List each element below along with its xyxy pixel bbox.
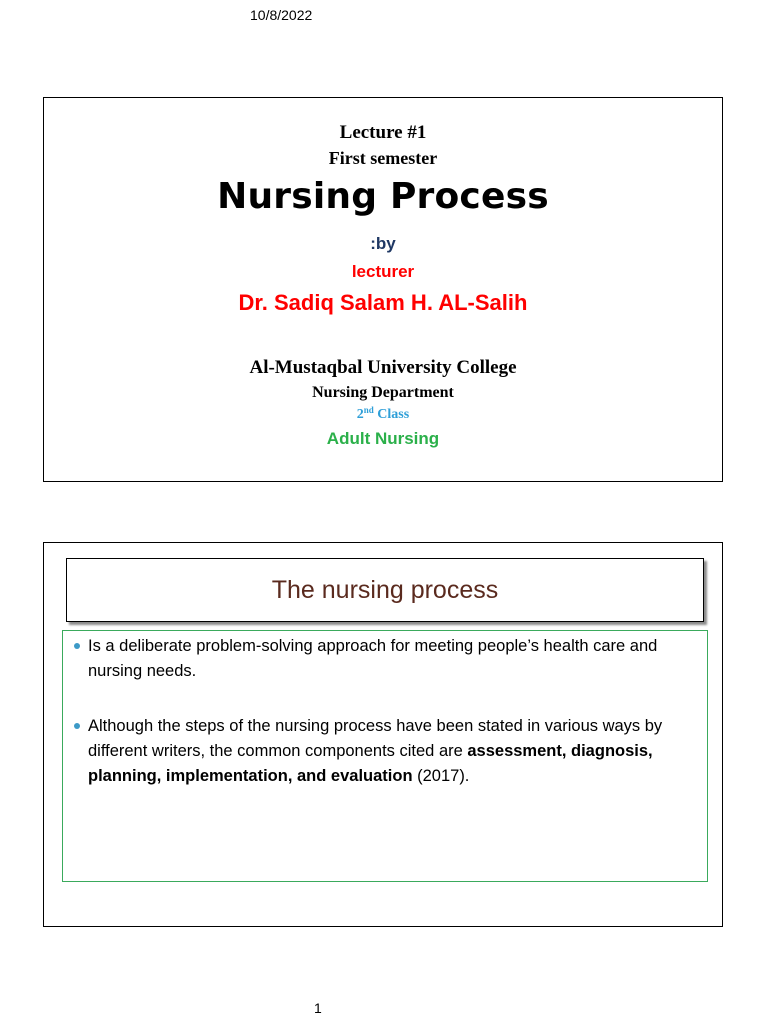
bullet-text-bold: assessment, diagnosis, planning, implementation, and evaluation <box>88 742 653 785</box>
content-box <box>62 630 708 882</box>
class-number: 2 <box>356 407 364 422</box>
college-name: Al-Mustaqbal University College <box>249 357 517 378</box>
bullet-text: Is a deliberate problem-solving approach for meeting people’s health care and nursing needs. <box>88 637 658 680</box>
bullet-text-before: Although the steps of the nursing process have been stated in various ways by different writers, the common components cited are <box>88 717 663 760</box>
course-name: Adult Nursing <box>326 429 440 448</box>
title-slide <box>43 97 723 482</box>
list-item <box>73 714 699 789</box>
class-word: Class <box>373 407 410 422</box>
slide-title: The nursing process <box>271 575 499 604</box>
print-date: 10/8/2022 <box>250 7 313 23</box>
lecturer-role: lecturer <box>351 262 415 281</box>
class-suffix: nd <box>363 405 374 415</box>
by-label: :by <box>370 234 396 253</box>
bullet-dot-icon <box>74 643 80 649</box>
bullet-dot-icon <box>74 723 80 729</box>
lecture-number: Lecture #1 <box>339 122 427 143</box>
semester: First semester <box>328 148 438 168</box>
lecturer-name: Dr. Sadiq Salam H. AL-Salih <box>238 290 528 315</box>
slide-title-box <box>66 558 704 622</box>
page-number: 1 <box>314 1000 322 1016</box>
bullet-text-after: (2017). <box>412 767 470 785</box>
department-name: Nursing Department <box>312 384 454 401</box>
presentation-title: Nursing Process <box>217 176 549 217</box>
class-label <box>44 405 722 423</box>
list-item <box>73 634 699 684</box>
content-slide <box>43 542 723 927</box>
